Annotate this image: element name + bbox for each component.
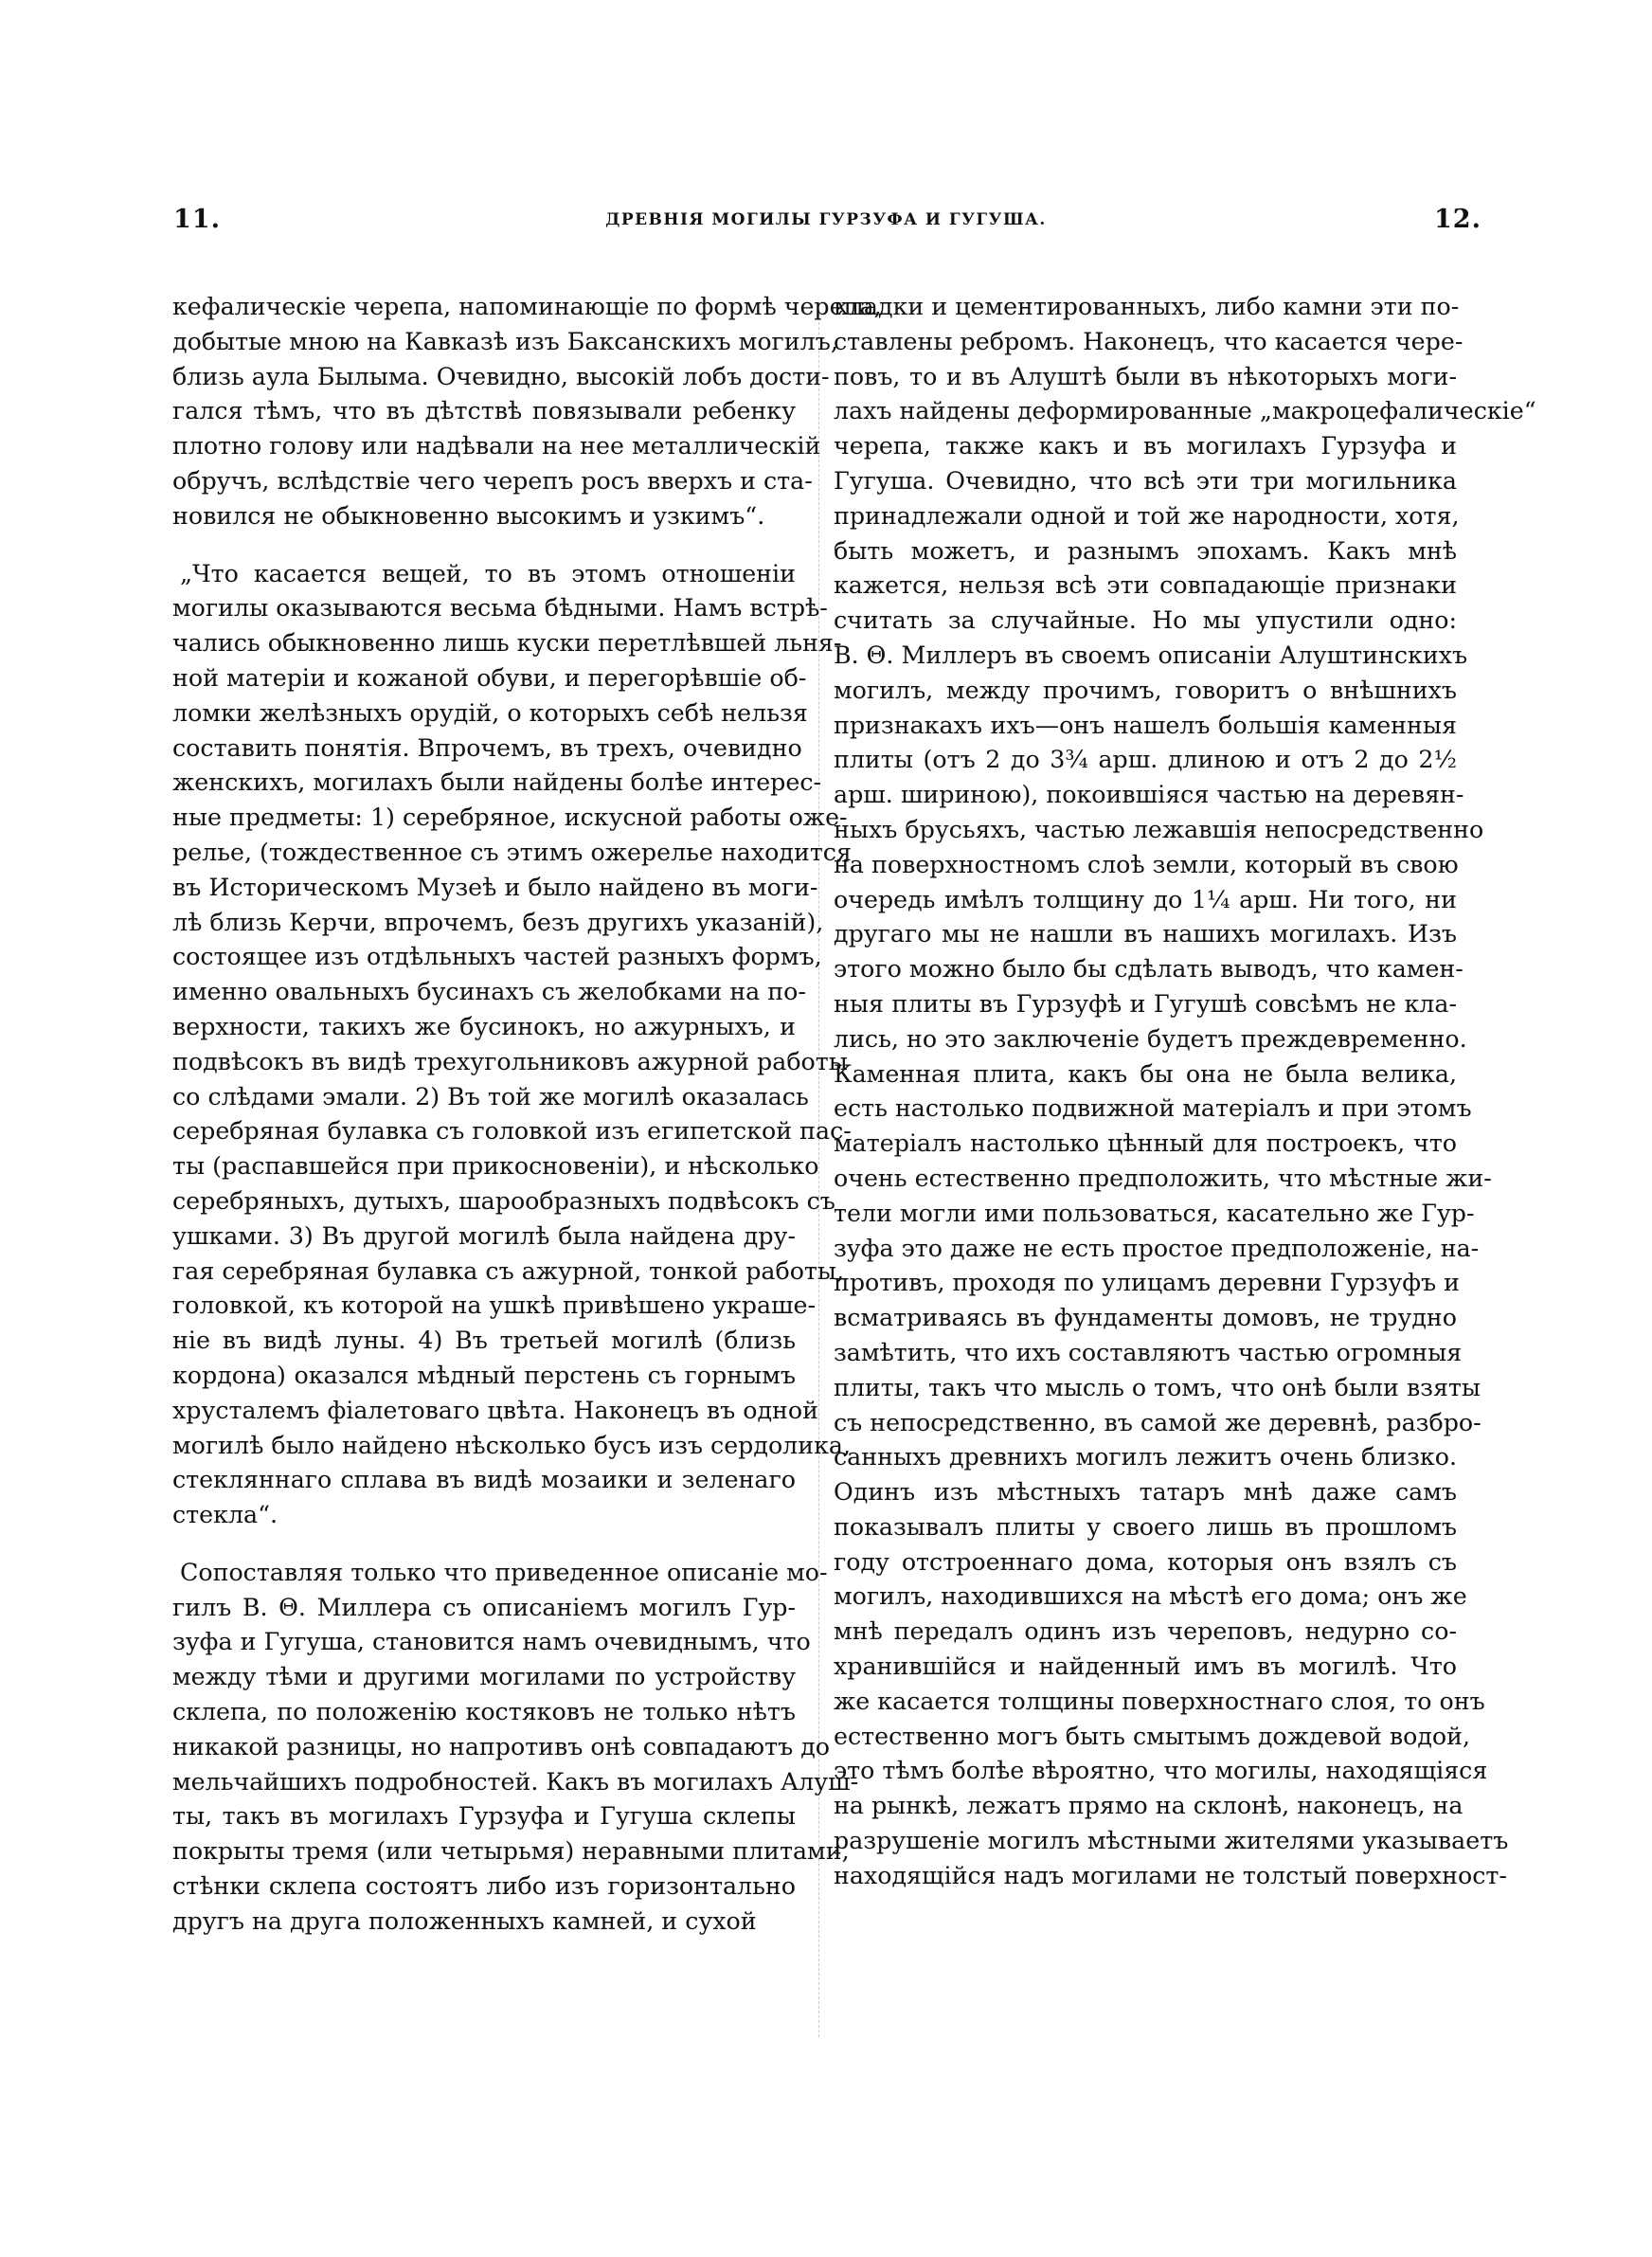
text-line: же касается толщины поверхностнаго слоя, то онъ — [834, 1687, 1485, 1715]
text-line: со слѣдами эмали. 2) Въ той же могилѣ оказалась — [172, 1082, 809, 1110]
text-line: году отстроеннаго дома, которыя онъ взялъ съ — [834, 1547, 1457, 1576]
text-line: релье, (тождественное съ этимъ ожерелье находится — [172, 838, 852, 866]
text-line: стекла“. — [172, 1501, 278, 1529]
text-line: ставлены ребромъ. Наконецъ, что касается чере- — [834, 327, 1463, 355]
text-line: плиты, такъ что мысль о томъ, что онѣ были взяты — [834, 1373, 1481, 1401]
text-line: могилѣ было найдено нѣсколько бусъ изъ сердолика, — [172, 1431, 852, 1459]
text-line: санныхъ древнихъ могилъ лежитъ очень близко. — [834, 1443, 1457, 1472]
text-line: ные предметы: 1) серебряное, искусной работы оже- — [172, 803, 848, 832]
text-line: кажется, нельзя всѣ эти совпадающіе признаки — [834, 571, 1457, 600]
text-line: Сопоставляя только что приведенное описаніе мо- — [180, 1558, 828, 1586]
text-line: очень естественно предположить, что мѣстные жи- — [834, 1164, 1492, 1192]
text-line: составить понятія. Впрочемъ, въ трехъ, очевидно — [172, 733, 802, 762]
text-line: головкой, къ которой на ушкѣ привѣшено украше- — [172, 1291, 817, 1320]
text-line: В. Θ. Миллеръ въ своемъ описаніи Алуштинскихъ — [834, 641, 1468, 669]
text-line: этого можно было бы сдѣлать выводъ, что камен- — [834, 955, 1463, 984]
text-line: никакой разницы, но напротивъ онѣ совпадаютъ до — [172, 1732, 831, 1760]
text-line: хрусталемъ фіалетоваго цвѣта. Наконецъ въ одной — [172, 1396, 819, 1424]
text-line: могилъ, между прочимъ, говоритъ о внѣшнихъ — [834, 676, 1457, 704]
text-line: лѣ близь Керчи, впрочемъ, безъ другихъ указаній), — [172, 908, 824, 936]
text-line: въ Историческомъ Музеѣ и было найдено въ моги- — [172, 873, 818, 901]
text-line: ты (распавшейся при прикосновеніи), и нѣсколько — [172, 1152, 819, 1181]
text-line: покрыты тремя (или четырьмя) неравными плитами, — [172, 1837, 850, 1866]
text-line: могилы оказываются весьма бѣдными. Намъ встрѣ- — [172, 594, 828, 623]
paragraph — [172, 557, 852, 1533]
text-line: кордона) оказался мѣдный перстень съ горнымъ — [172, 1361, 796, 1389]
text-line: „Что касается вещей, то въ этомъ отношеніи — [180, 559, 796, 587]
text-line: ніе въ видѣ луны. 4) Въ третьей могилѣ (близь — [172, 1327, 796, 1355]
text-line: есть настолько подвижной матеріалъ и при этомъ — [834, 1094, 1472, 1123]
running-title: ДРЕВНІЯ МОГИЛЫ ГУРЗУФА И ГУГУША. — [605, 210, 1047, 229]
right-column — [834, 290, 1536, 1894]
text-line: серебряная булавка съ головкой изъ египетской пас- — [172, 1117, 852, 1146]
text-line: съ непосредственно, въ самой же деревнѣ, разбро- — [834, 1408, 1481, 1436]
text-line: матеріалъ настолько цѣнный для построекъ, что — [834, 1129, 1457, 1158]
page-header — [0, 205, 1652, 243]
text-line: тели могли ими пользоваться, касательно же Гур- — [834, 1199, 1475, 1227]
text-line: хранившійся и найденный имъ въ могилѣ. Что — [834, 1652, 1457, 1681]
text-line: плотно голову или надѣвали на нее металлическій — [172, 432, 821, 460]
text-line: плиты (отъ 2 до 3¾ арш. длиною и отъ 2 до 2½ — [834, 746, 1457, 774]
text-line: гилъ В. Θ. Миллера съ описаніемъ могилъ Гур- — [172, 1593, 796, 1621]
text-line: находящійся надъ могилами не толстый поверхност- — [834, 1861, 1507, 1889]
text-line: склепа, по положенію костяковъ не только нѣтъ — [172, 1698, 796, 1726]
text-line: мельчайшихъ подробностей. Какъ въ могилахъ Алуш- — [172, 1767, 859, 1796]
text-line: гая серебряная булавка съ ажурной, тонкой работы, — [172, 1256, 845, 1285]
text-line: именно овальныхъ бусинахъ съ желобками на по- — [172, 978, 806, 1006]
text-line: близь аула Былыма. Очевидно, высокій лобъ дости- — [172, 362, 830, 390]
text-line: Одинъ изъ мѣстныхъ татаръ мнѣ даже самъ — [834, 1478, 1457, 1507]
text-line: кладки и цементированныхъ, либо камни эти по- — [834, 293, 1460, 320]
paragraph-gap — [172, 534, 796, 557]
text-line: всматриваясь въ фундаменты домовъ, не трудно — [834, 1304, 1457, 1332]
text-line: новился не обыкновенно высокимъ и узкимъ“. — [172, 501, 765, 530]
page-number-left: 11. — [173, 205, 221, 234]
paragraph-gap — [172, 1533, 796, 1556]
text-line: арш. шириною), покоившіяся частью на деревян- — [834, 781, 1464, 809]
text-line: зуфа это даже не есть простое предположеніе, на- — [834, 1234, 1480, 1262]
text-line: между тѣми и другими могилами по устройству — [172, 1663, 796, 1691]
text-line: ной матеріи и кожаной обуви, и перегорѣвшіе об- — [172, 663, 807, 692]
text-line: быть можетъ, и разнымъ эпохамъ. Какъ мнѣ — [834, 536, 1457, 565]
text-line: другаго мы не нашли въ нашихъ могилахъ. Изъ — [834, 920, 1457, 948]
text-line: гался тѣмъ, что въ дѣтствѣ повязывали ребенку — [172, 397, 796, 425]
text-line: Каменная плита, какъ бы она не была велика, — [834, 1059, 1457, 1088]
paragraph — [172, 290, 882, 534]
text-line: другъ на друга положенныхъ камней, и сухой — [172, 1906, 757, 1935]
text-line: состоящее изъ отдѣльныхъ частей разныхъ формъ, — [172, 943, 822, 971]
text-line: очередь имѣлъ толщину до 1¼ арш. Ни того, ни — [834, 885, 1457, 913]
text-line: Гугуша. Очевидно, что всѣ эти три могильника — [834, 466, 1457, 495]
text-line: показывалъ плиты у своего лишь въ прошломъ — [834, 1512, 1457, 1541]
text-line: стѣнки склепа состоятъ либо изъ горизонтально — [172, 1872, 796, 1901]
text-line: считать за случайные. Но мы упустили одно: — [834, 606, 1457, 635]
text-line: повъ, то и въ Алуштѣ были въ нѣкоторыхъ моги- — [834, 362, 1457, 390]
text-line: стекляннаго сплава въ видѣ мозаики и зеленаго — [172, 1466, 796, 1494]
left-column — [172, 290, 882, 1940]
text-line: могилъ, находившихся на мѣстѣ его дома; онъ же — [834, 1582, 1467, 1611]
page-number-right: 12. — [1434, 205, 1481, 234]
text-line: замѣтить, что ихъ составляютъ частью огромныя — [834, 1338, 1463, 1366]
text-line: зуфа и Гугуша, становится намъ очевиднымъ, что — [172, 1628, 811, 1656]
text-line: ныхъ брусьяхъ, частью лежавшія непосредственно — [834, 815, 1484, 843]
text-line: разрушеніе могилъ мѣстными жителями указываетъ — [834, 1827, 1509, 1855]
text-line: добытые мною на Кавказѣ изъ Баксанскихъ могилъ, — [172, 327, 838, 355]
text-line: ушками. 3) Въ другой могилѣ была найдена дру- — [172, 1221, 796, 1250]
text-line: естественно могъ быть смытымъ дождевой водой, — [834, 1722, 1471, 1750]
paragraph — [172, 1556, 859, 1940]
text-line: обручъ, вслѣдствіе чего черепъ росъ вверхъ и ста- — [172, 466, 813, 495]
text-line: принадлежали одной и той же народности, хотя, — [834, 501, 1460, 530]
text-line: подвѣсокъ въ видѣ трехугольниковъ ажурной работы — [172, 1047, 848, 1075]
text-line: чались обыкновенно лишь куски перетлѣвшей льня- — [172, 629, 842, 658]
text-line: верхности, такихъ же бусинокъ, но ажурныхъ, и — [172, 1012, 796, 1040]
text-line: серебряныхъ, дутыхъ, шарообразныхъ подвѣсокъ съ — [172, 1186, 835, 1215]
text-line: лись, но это заключеніе будетъ преждевременно. — [834, 1024, 1467, 1053]
text-line: на рынкѣ, лежатъ прямо на склонѣ, наконецъ, на — [834, 1792, 1463, 1820]
text-line: на поверхностномъ слоѣ земли, который въ свою — [834, 850, 1459, 878]
text-line: черепа, также какъ и въ могилахъ Гурзуфа и — [834, 432, 1457, 460]
text-line: женскихъ, могилахъ были найдены болѣе интерес- — [172, 768, 822, 797]
text-line: ныя плиты въ Гурзуфѣ и Гугушѣ совсѣмъ не кла- — [834, 989, 1457, 1018]
text-line: ты, такъ въ могилахъ Гурзуфа и Гугуша склепы — [172, 1802, 796, 1831]
text-line: противъ, проходя по улицамъ деревни Гурзуфъ и — [834, 1269, 1461, 1297]
text-line: это тѣмъ болѣе вѣроятно, что могилы, находящіяся — [834, 1757, 1488, 1785]
text-line: кефалическіе черепа, напоминающіе по формѣ черепа, — [172, 293, 882, 320]
text-line: лахъ найдены деформированные „макроцефалическіе“ — [834, 397, 1536, 425]
text-line: мнѣ передалъ одинъ изъ череповъ, недурно со- — [834, 1617, 1457, 1646]
text-line: ломки желѣзныхъ орудій, о которыхъ себѣ нельзя — [172, 698, 808, 727]
text-line: признакахъ ихъ—онъ нашелъ большія каменныя — [834, 711, 1457, 739]
